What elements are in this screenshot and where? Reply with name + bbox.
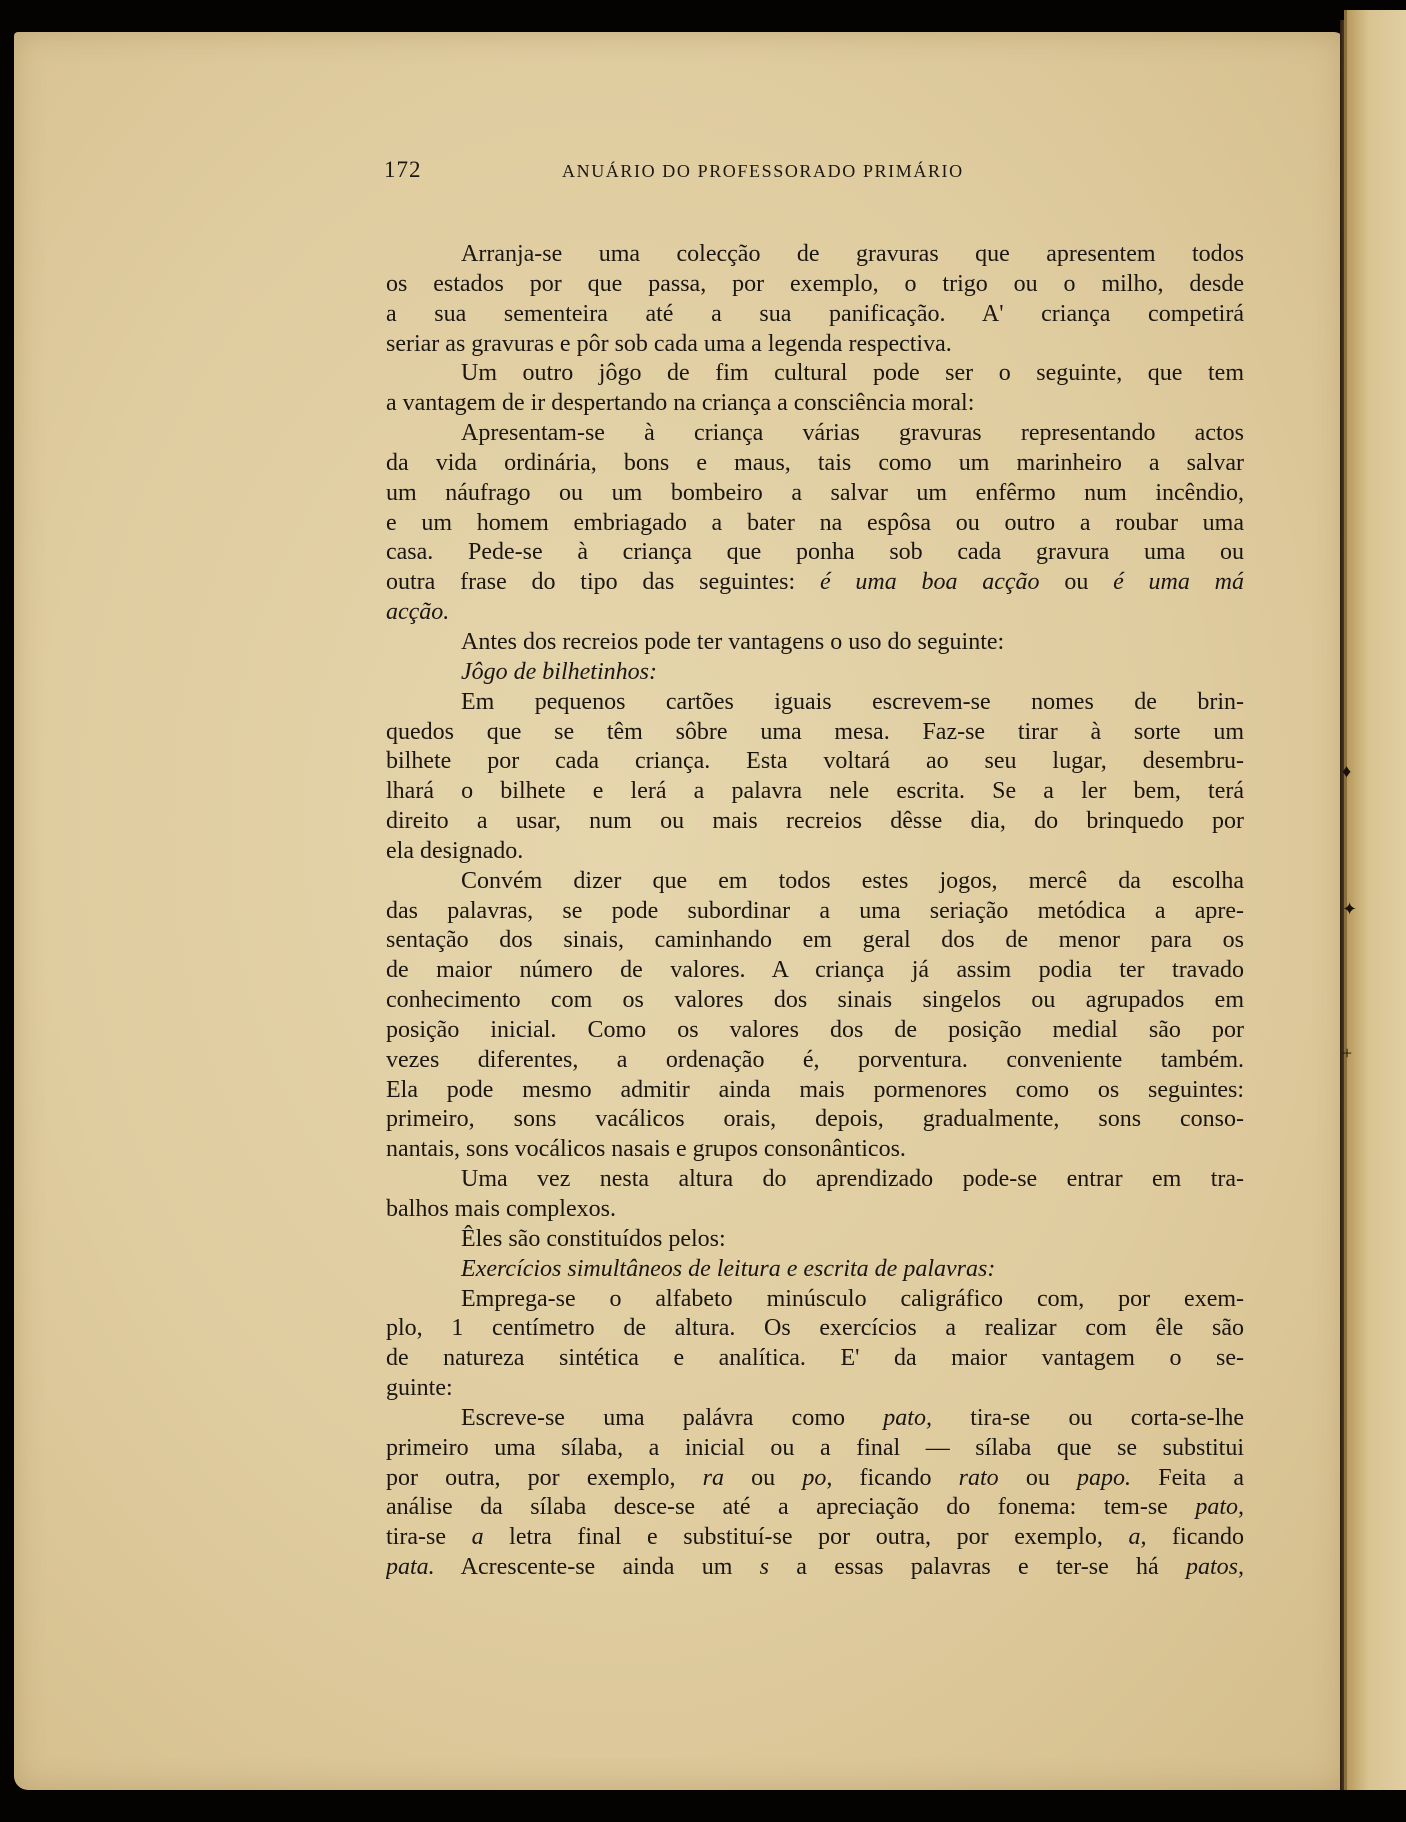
text-line: Exercícios simultâneos de leitura e escrita de palavras: <box>461 1255 996 1282</box>
text-line: lhará o bilhete e lerá a palavra nele escrita. Se a ler bem, terá <box>386 778 1244 805</box>
text-line: conhecimento com os valores dos sinais singelos ou agrupados em <box>386 987 1244 1014</box>
text-line: Êles são constituídos pelos: <box>461 1225 726 1252</box>
text-line: seriar as gravuras e pôr sob cada uma a legenda respectiva. <box>386 330 952 357</box>
text-line: primeiro, sons vacálicos orais, depois, gradualmente, sons conso- <box>386 1106 1244 1133</box>
running-title: ANUÁRIO DO PROFESSORADO PRIMÁRIO <box>562 161 964 181</box>
text-line: de maior número de valores. A criança já assim podia ter travado <box>386 957 1244 984</box>
text-line: Um outro jôgo de fim cultural pode ser o seguinte, que tem <box>461 360 1244 387</box>
text-line: análise da sílaba desce-se até a apreciação do fonema: tem-se pato, <box>386 1494 1244 1521</box>
text-line: Escreve-se uma palávra como pato, tira-se ou corta-se-lhe <box>461 1404 1244 1431</box>
text-line: acção. <box>386 599 450 626</box>
text-line: bilhete por cada criança. Esta voltará ao seu lugar, desembru- <box>386 748 1244 775</box>
text-line: de natureza sintética e analítica. E' da maior vantagem o se- <box>386 1345 1244 1372</box>
text-line: posição inicial. Como os valores dos de posição medial são por <box>386 1016 1244 1043</box>
text-line: Emprega-se o alfabeto minúsculo caligráfico com, por exem- <box>461 1285 1244 1312</box>
text-line: Arranja-se uma colecção de gravuras que apresentem todos <box>461 241 1244 267</box>
text-line: Em pequenos cartões iguais escrevem-se nomes de brin- <box>461 688 1244 715</box>
text-line: outra frase do tipo das seguintes: é uma boa acção ou é uma má <box>386 569 1244 596</box>
running-head <box>384 157 1144 187</box>
text-line: das palavras, se pode subordinar a uma seriação metódica a apre- <box>386 897 1244 924</box>
binding-mark: ♦ <box>1342 761 1352 781</box>
text-line: vezes diferentes, a ordenação é, porventura. conveniente também. <box>386 1046 1244 1073</box>
text-line: Antes dos recreios pode ter vantagens o uso do seguinte: <box>461 628 1005 655</box>
text-line: guinte: <box>386 1375 453 1402</box>
page-number: 172 <box>384 157 422 182</box>
text-line: quedos que se têm sôbre uma mesa. Faz-se tirar à sorte um <box>386 718 1244 745</box>
text-line: casa. Pede-se à criança que ponha sob cada gravura uma ou <box>386 539 1244 566</box>
text-line: tira-se a letra final e substituí-se por outra, por exemplo, a, ficando <box>386 1524 1244 1551</box>
text-line: pata. Acrescente-se ainda um s a essas palavras e ter-se há patos, <box>386 1554 1244 1581</box>
text-line: balhos mais complexos. <box>386 1196 616 1222</box>
text-line: um náufrago ou um bombeiro a salvar um enfêrmo num incêndio, <box>386 479 1244 506</box>
text-line: a vantagem de ir despertando na criança a consciência moral: <box>386 390 975 417</box>
binding-mark: ✦ <box>1342 899 1358 919</box>
text-line: Convém dizer que em todos estes jogos, mercê da escolha <box>461 867 1244 894</box>
text-line: a sua sementeira até a sua panificação. A' criança competirá <box>386 300 1244 327</box>
text-line: da vida ordinária, bons e maus, tais como um marinheiro a salvar <box>386 449 1244 476</box>
text-line: primeiro uma sílaba, a inicial ou a final — sílaba que se substitui <box>386 1434 1244 1461</box>
text-line: nantais, sons vocálicos nasais e grupos consonânticos. <box>386 1136 906 1163</box>
text-line: Uma vez nesta altura do aprendizado pode-se entrar em tra- <box>461 1166 1244 1193</box>
text-line: plo, 1 centímetro de altura. Os exercícios a realizar com êle são <box>386 1315 1244 1342</box>
text-line: e um homem embriagado a bater na espôsa ou outro a roubar uma <box>386 509 1244 536</box>
binding-mark: + <box>1342 1043 1353 1063</box>
text-line: por outra, por exemplo, ra ou po, ficando rato ou papo. Feita a <box>386 1464 1244 1491</box>
body-text <box>386 240 1244 1583</box>
text-line: sentação dos sinais, caminhando em geral dos de menor para os <box>386 927 1244 954</box>
text-line: os estados por que passa, por exemplo, o trigo ou o milho, desde <box>386 270 1244 297</box>
text-line: direito a usar, num ou mais recreios dêsse dia, do brinquedo por <box>386 808 1244 835</box>
text-line: Ela pode mesmo admitir ainda mais pormenores como os seguintes: <box>386 1076 1244 1103</box>
text-line: Jôgo de bilhetinhos: <box>461 658 657 685</box>
text-line: Apresentam-se à criança várias gravuras representando actos <box>461 420 1244 447</box>
text-line: ela designado. <box>386 837 524 864</box>
